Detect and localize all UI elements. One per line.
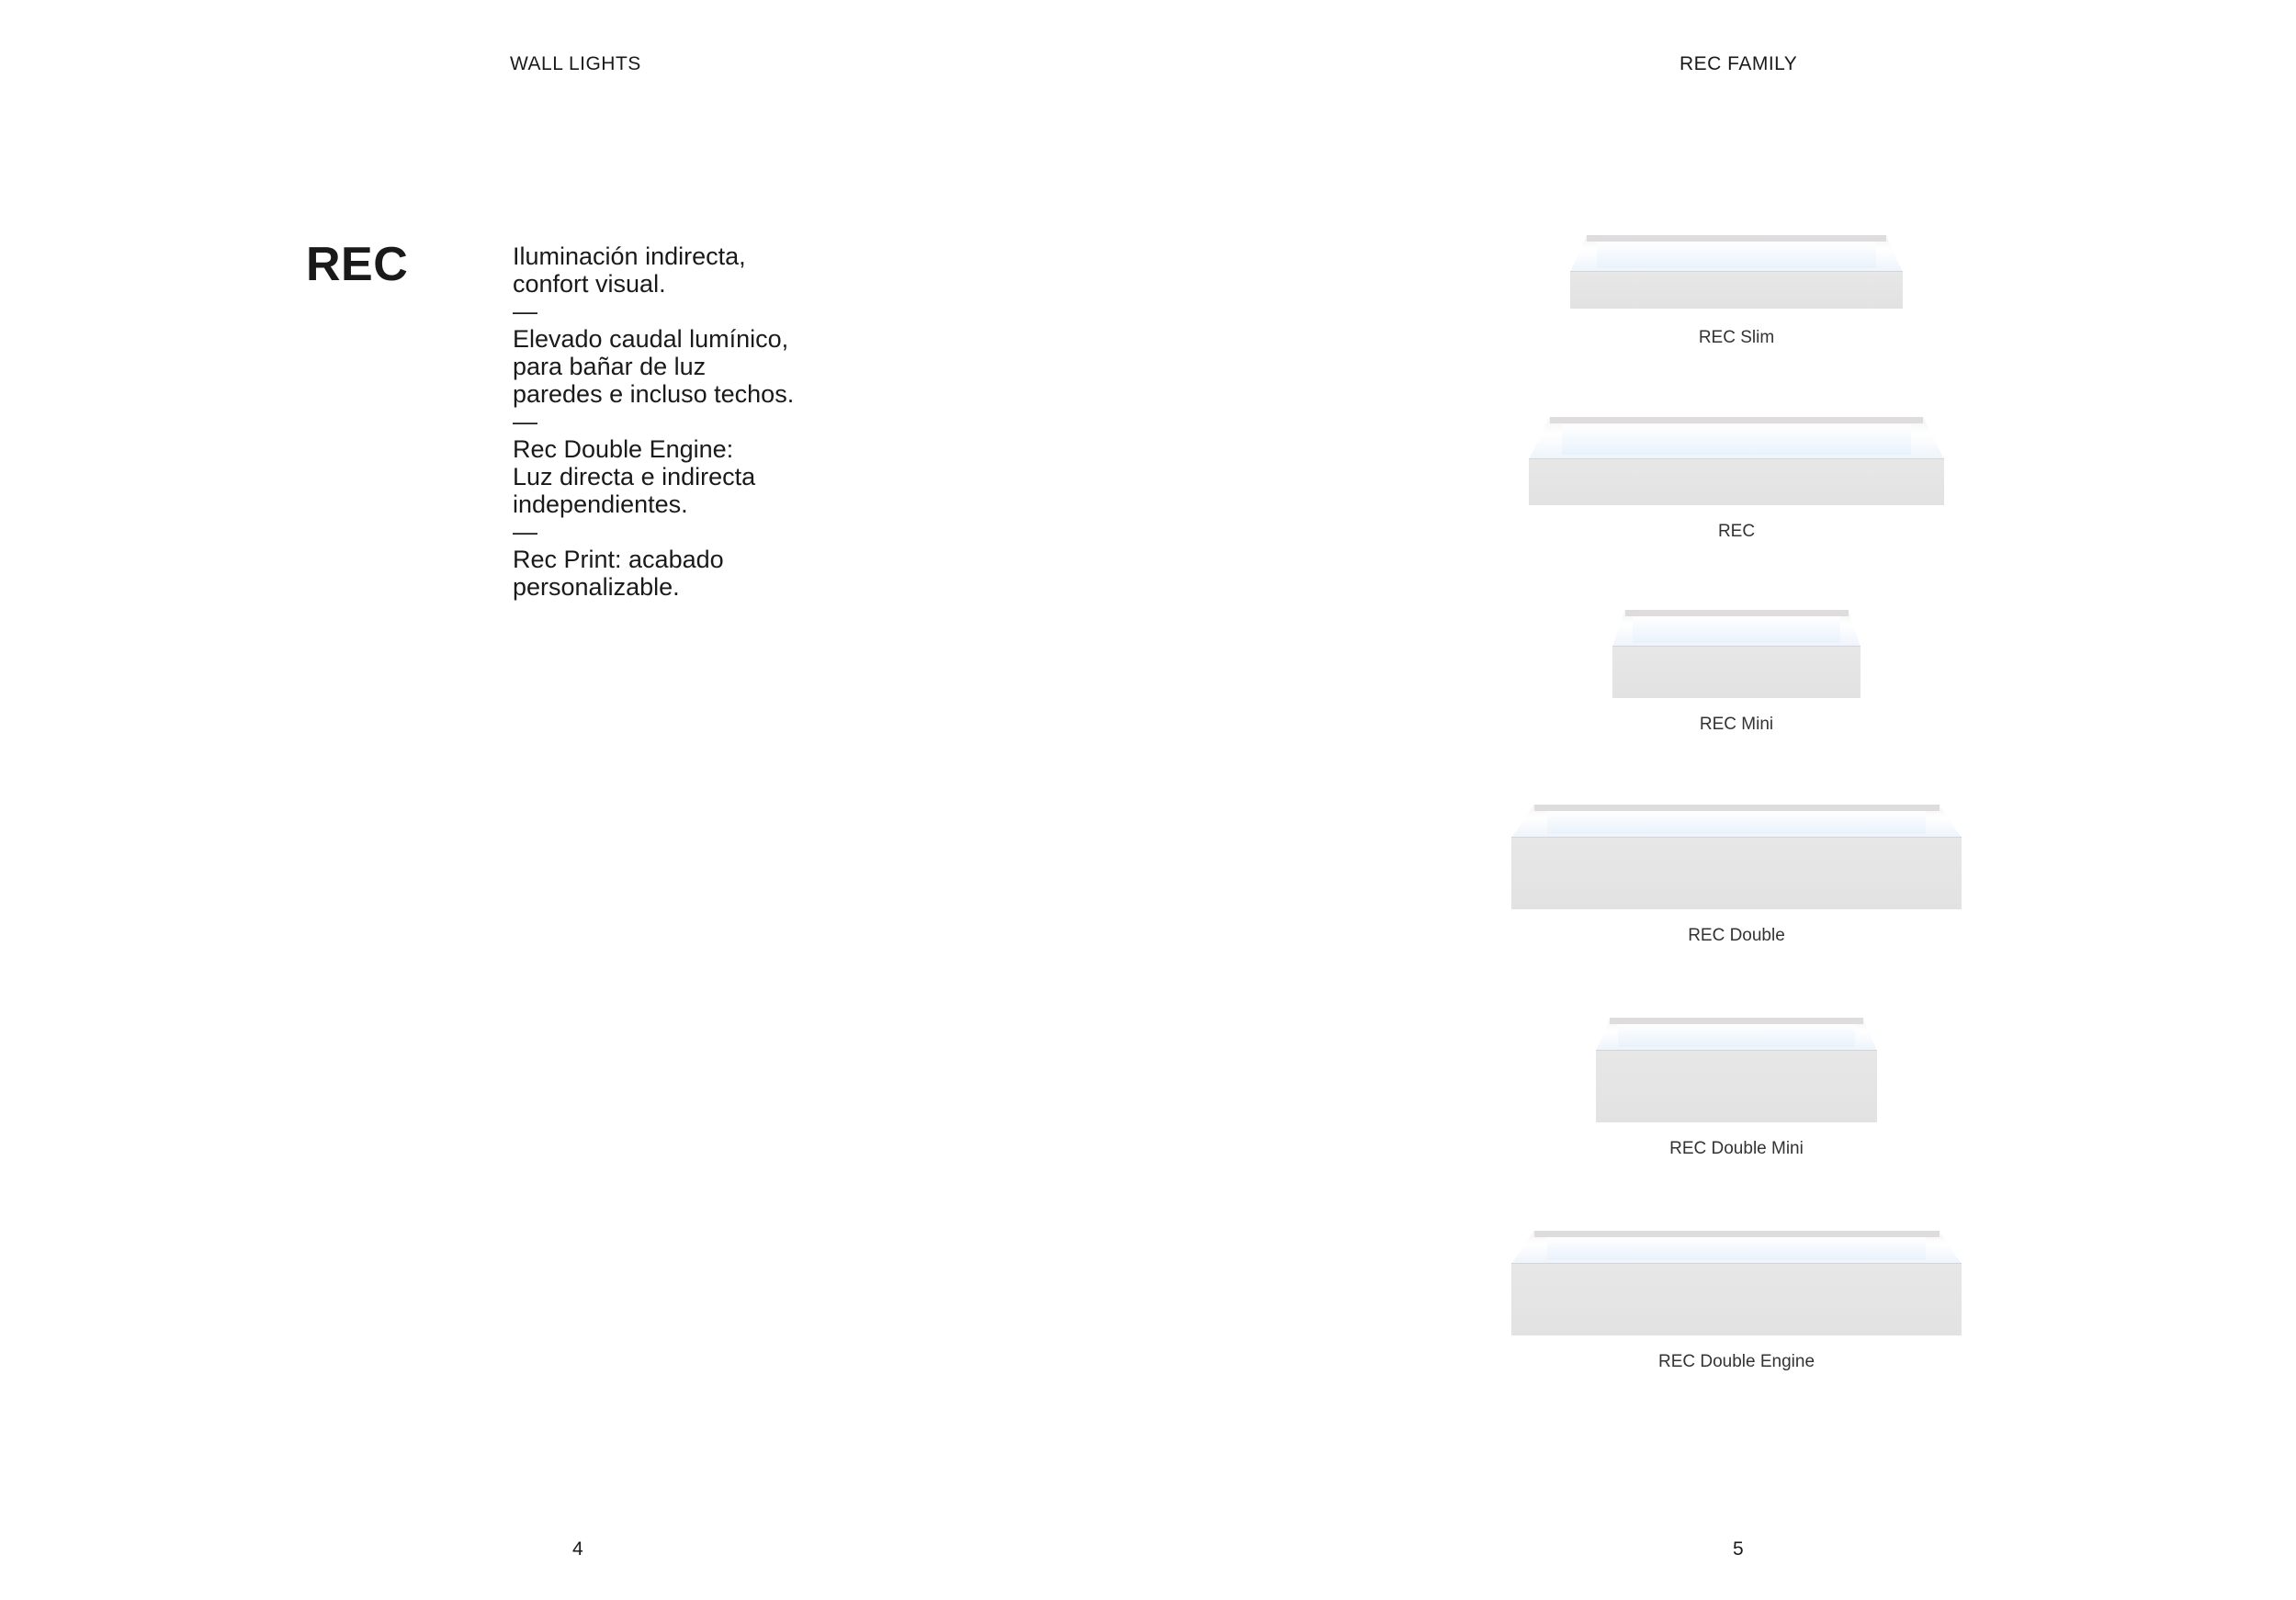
section-title: REC	[306, 238, 409, 291]
description-dash: —	[513, 518, 537, 546]
description-line: paredes e incluso techos.	[513, 380, 795, 408]
product-image	[1511, 1231, 1962, 1335]
product-image	[1596, 1018, 1877, 1122]
product-label: REC Slim	[1698, 328, 1775, 347]
description-line: Rec Double Engine:	[513, 435, 734, 463]
description-text	[513, 242, 935, 601]
product-image	[1570, 235, 1903, 309]
left-page-header: WALL LIGHTS	[510, 53, 641, 74]
product-label: REC Double Mini	[1669, 1139, 1804, 1158]
product-rec-double-mini	[1470, 1018, 2003, 1159]
product-rec-double	[1470, 805, 2003, 946]
description-line: independientes.	[513, 490, 688, 518]
description-line: personalizable.	[513, 573, 680, 601]
description-block-4	[513, 546, 935, 601]
description-line: Rec Print: acabado	[513, 546, 724, 573]
product-label: REC	[1717, 522, 1756, 541]
description-dash: —	[513, 408, 537, 435]
product-rec	[1470, 417, 2003, 542]
product-label: REC Mini	[1699, 715, 1774, 734]
description-line: Elevado caudal lumínico,	[513, 325, 789, 353]
product-rec-slim	[1470, 235, 2003, 348]
description-block-2	[513, 325, 935, 408]
description-block-3	[513, 435, 935, 518]
page-number-right: 5	[1733, 1538, 1744, 1560]
description-line: confort visual.	[513, 270, 666, 298]
description-block-1	[513, 242, 935, 298]
description-line: para bañar de luz	[513, 353, 707, 380]
description-dash: —	[513, 298, 537, 325]
product-label: REC Double Engine	[1657, 1352, 1815, 1371]
product-image	[1511, 805, 1962, 909]
description-line: Luz directa e indirecta	[513, 463, 756, 490]
product-label: REC Double	[1688, 926, 1785, 945]
right-page-header: REC FAMILY	[1680, 53, 1798, 74]
product-rec-mini	[1470, 610, 2003, 735]
page-number-left: 4	[572, 1538, 583, 1560]
product-rec-double-engine	[1470, 1231, 2003, 1372]
description-line: Iluminación indirecta,	[513, 242, 746, 270]
product-image	[1529, 417, 1944, 505]
product-image	[1612, 610, 1861, 698]
